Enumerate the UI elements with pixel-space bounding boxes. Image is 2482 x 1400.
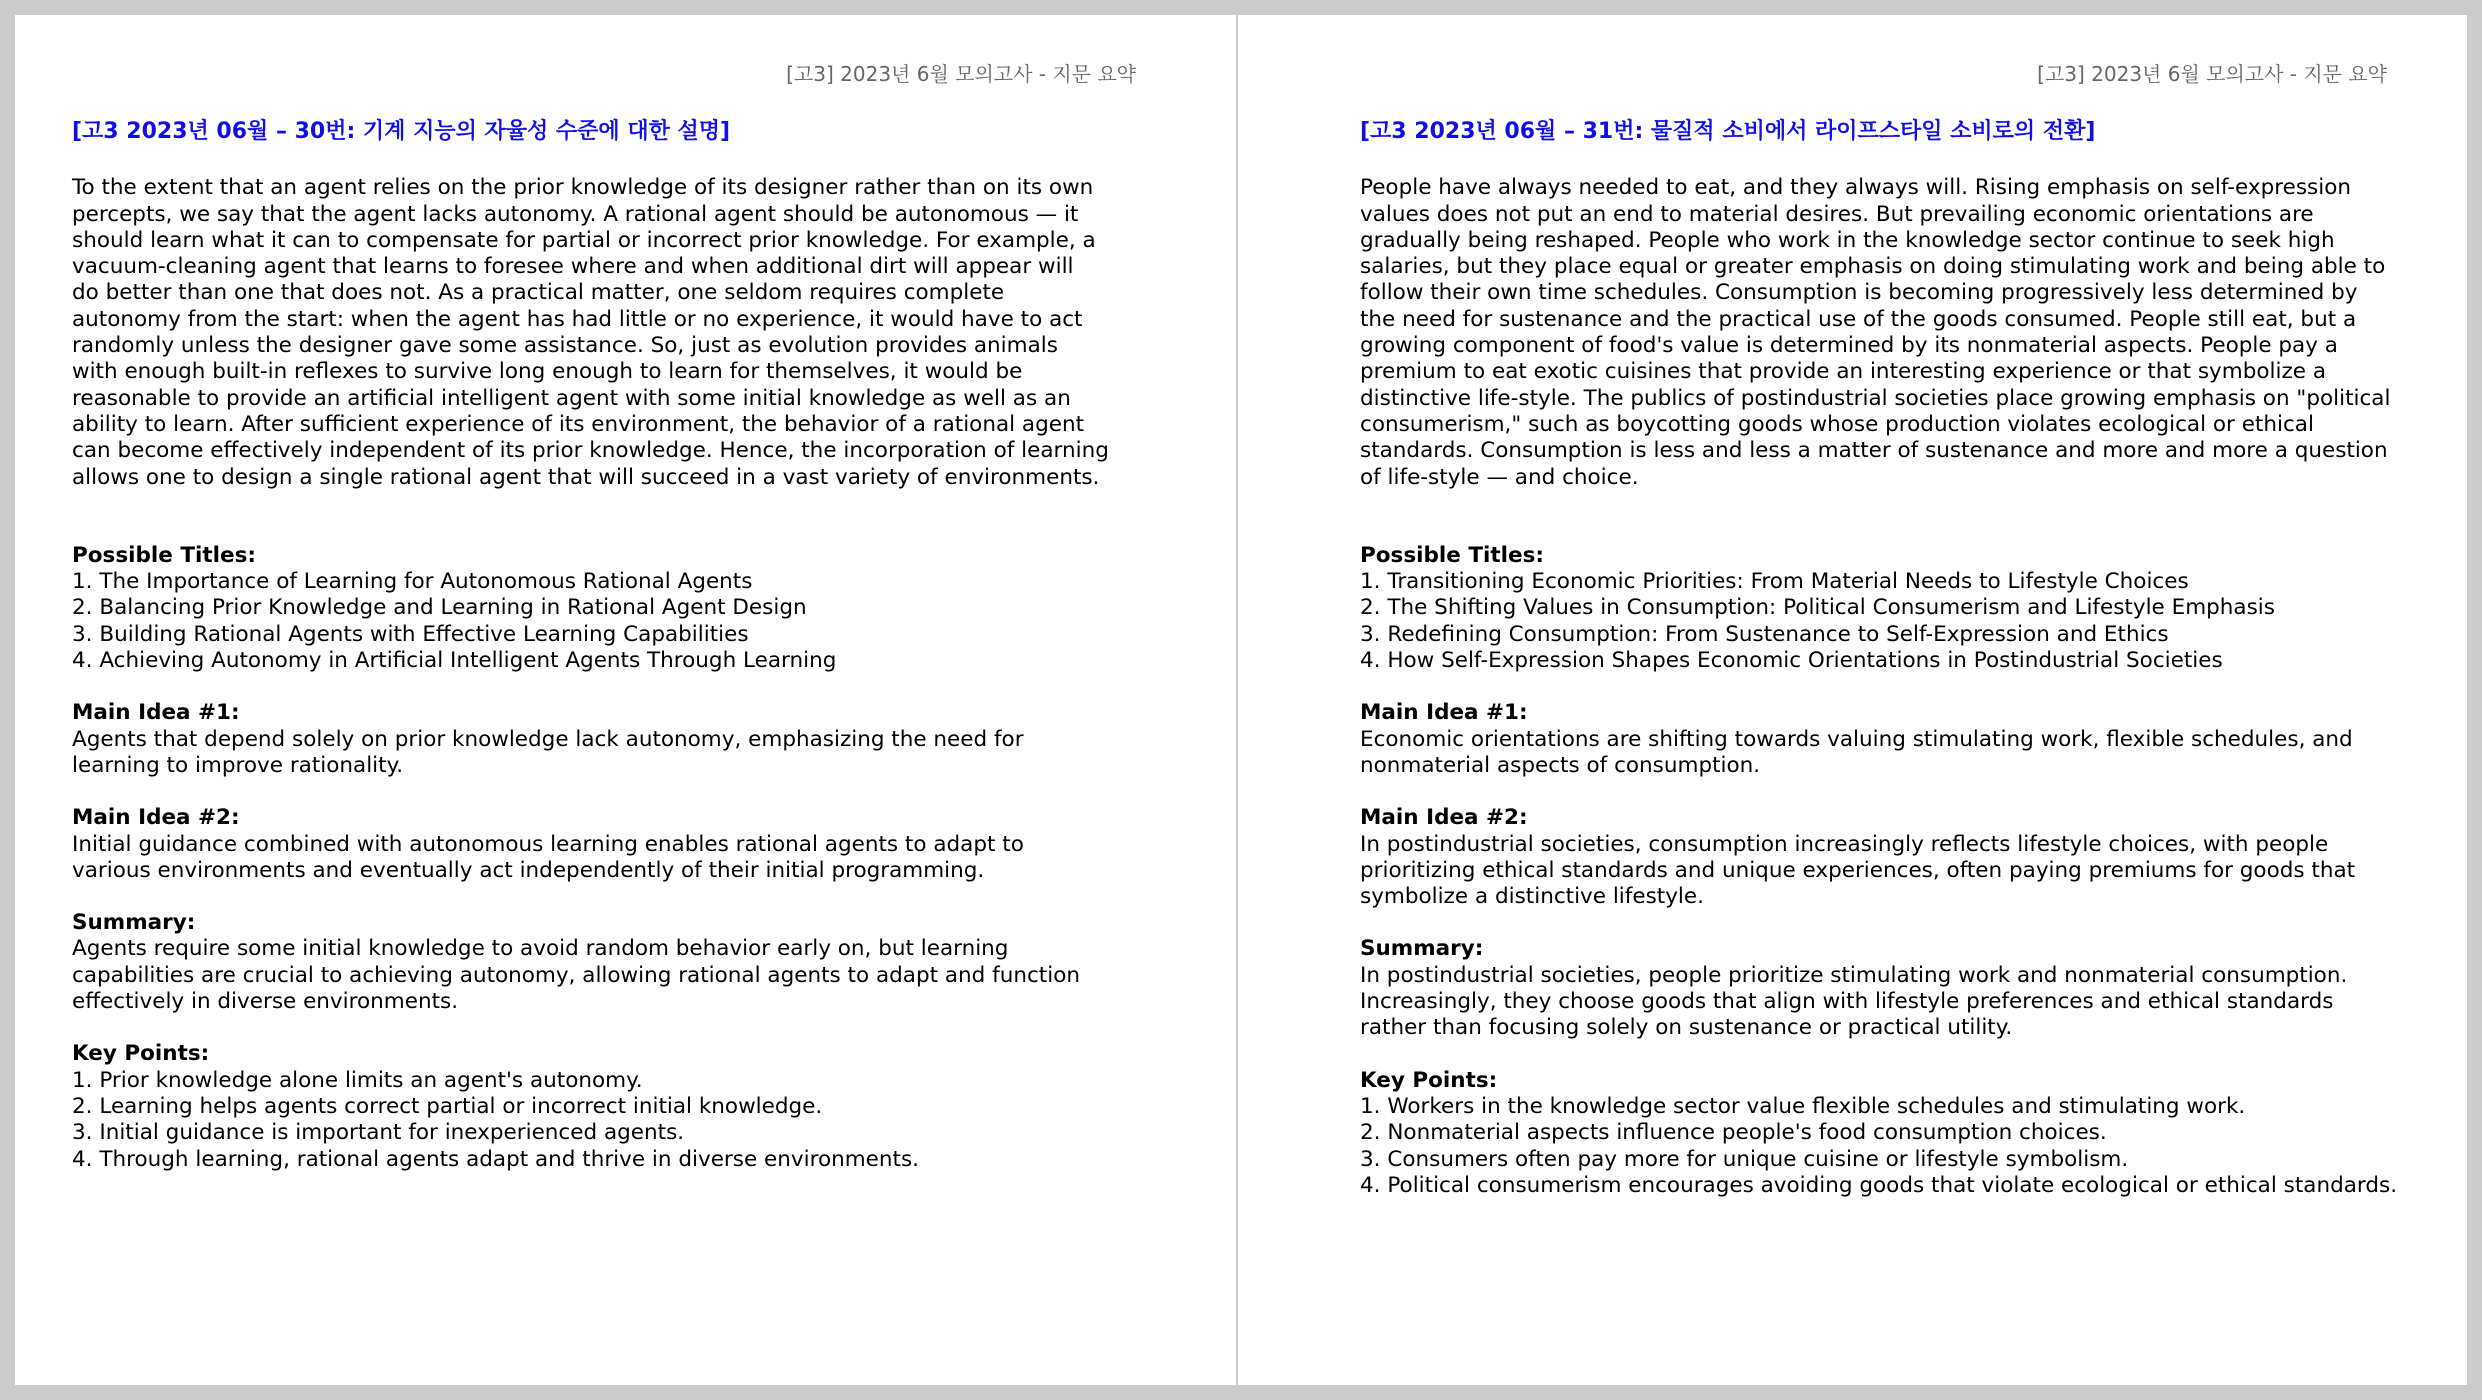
summary-text: In postindustrial societies, people prioritize stimulating work and nonmaterial consumption. Increasingly, they choose goods that align with lifestyle preferences and ethical standards rather than focusing solely on sustenance or practical utility.	[1360, 962, 2348, 1041]
possible-titles-label: Possible Titles:	[1360, 542, 1544, 568]
key-points-label: Key Points:	[72, 1041, 210, 1067]
possible-title-item: 3. Redefining Consumption: From Sustenance to Self-Expression and Ethics	[1360, 621, 2169, 647]
key-point-item: 4. Political consumerism encourages avoiding goods that violate ecological or ethical standards.	[1360, 1172, 2398, 1198]
summary-text: Agents require some initial knowledge to avoid random behavior early on, but learning capabilities are crucial to achieving autonomy, allowing rational agents to adapt and function effectively in diverse environments.	[72, 936, 1080, 1015]
main-idea-2-text: In postindustrial societies, consumption increasingly reflects lifestyle choices, with people prioritizing ethical standards and unique experiences, often paying premiums for goods that symbolize a distinctive lifestyle.	[1360, 831, 2356, 910]
document-page-left	[15, 15, 1236, 1385]
key-point-item: 3. Consumers often pay more for unique cuisine or lifestyle symbolism.	[1360, 1146, 2129, 1172]
section-title: [고3 2023년 06월 – 30번: 기계 지능의 자율성 수준에 대한 설명]	[72, 119, 731, 144]
passage-text: To the extent that an agent relies on the prior knowledge of its designer rather than on its own percepts, we say that the agent lacks autonomy. A rational agent should be autonomous — it should learn what it can to compensate for partial or incorrect prior knowledge. For example, a vacuum-cleaning agent that learns to foresee where and when additional dirt will appear will do better than one that does not. As a practical matter, one seldom requires complete autonomy from the start: when the agent has had little or no experience, it would have to act randomly unless the designer gave some assistance. So, just as evolution provides animals with enough built-in reflexes to survive long enough to learn for themselves, it would be reasonable to provide an artificial intelligent agent with some initial knowledge as well as an ability to learn. After sufficient experience of its environment, the behavior of a rational agent can become effectively independent of its prior knowledge. Hence, the incorporation of learning allows one to design a single rational agent that will succeed in a vast variety of environments.	[72, 175, 1109, 490]
possible-title-item: 2. Balancing Prior Knowledge and Learning in Rational Agent Design	[72, 595, 807, 621]
main-idea-2-label: Main Idea #2:	[72, 805, 240, 831]
possible-title-item: 3. Building Rational Agents with Effective Learning Capabilities	[72, 621, 749, 647]
key-point-item: 4. Through learning, rational agents adapt and thrive in diverse environments.	[72, 1146, 919, 1172]
key-point-item: 1. Prior knowledge alone limits an agent's autonomy.	[72, 1067, 643, 1093]
possible-title-item: 1. Transitioning Economic Priorities: From Material Needs to Lifestyle Choices	[1360, 569, 2189, 595]
possible-title-item: 1. The Importance of Learning for Autonomous Rational Agents	[72, 569, 753, 595]
main-idea-2-label: Main Idea #2:	[1360, 805, 1528, 831]
key-point-item: 2. Learning helps agents correct partial or incorrect initial knowledge.	[72, 1093, 823, 1119]
page-content	[72, 119, 1152, 1173]
key-point-item: 2. Nonmaterial aspects influence people's food consumption choices.	[1360, 1120, 2107, 1146]
running-header: [고3] 2023년 6월 모의고사 - 지문 요약	[786, 62, 1136, 86]
main-idea-1-label: Main Idea #1:	[1360, 700, 1528, 726]
document-page-right	[1238, 15, 2467, 1385]
main-idea-1-text: Agents that depend solely on prior knowledge lack autonomy, emphasizing the need for learning to improve rationality.	[72, 726, 1024, 778]
summary-label: Summary:	[1360, 936, 1484, 962]
key-point-item: 3. Initial guidance is important for inexperienced agents.	[72, 1120, 685, 1146]
possible-titles-label: Possible Titles:	[72, 542, 256, 568]
main-idea-1-label: Main Idea #1:	[72, 700, 240, 726]
main-idea-1-text: Economic orientations are shifting towards valuing stimulating work, flexible schedules, and nonmaterial aspects of consumption.	[1360, 726, 2353, 778]
possible-title-item: 2. The Shifting Values in Consumption: Political Consumerism and Lifestyle Emphasis	[1360, 595, 2275, 621]
passage-text: People have always needed to eat, and they always will. Rising emphasis on self-expression values does not put an end to material desires. But prevailing economic orientations are gradually being reshaped. People who work in the knowledge sector continue to seek high salaries, but they place equal or greater emphasis on doing stimulating work and being able to follow their own time schedules. Consumption is becoming progressively less determined by the need for sustenance and the practical use of the goods consumed. People still eat, but a growing component of food's value is determined by its nonmaterial aspects. People pay a premium to eat exotic cuisines that provide an interesting experience or that symbolize a distinctive life-style. The publics of postindustrial societies place growing emphasis on "political consumerism," such as boycotting goods whose production violates ecological or ethical standards. Consumption is less and less a matter of sustenance and more and more a question of life-style — and choice.	[1360, 175, 2391, 490]
possible-title-item: 4. Achieving Autonomy in Artificial Intelligent Agents Through Learning	[72, 648, 837, 674]
page-content	[1360, 119, 2440, 1199]
key-points-label: Key Points:	[1360, 1067, 1498, 1093]
section-title: [고3 2023년 06월 – 31번: 물질적 소비에서 라이프스타일 소비로의 전환]	[1360, 119, 2096, 144]
main-idea-2-text: Initial guidance combined with autonomous learning enables rational agents to adapt to various environments and eventually act independently of their initial programming.	[72, 831, 1024, 883]
possible-title-item: 4. How Self-Expression Shapes Economic Orientations in Postindustrial Societies	[1360, 648, 2223, 674]
summary-label: Summary:	[72, 910, 196, 936]
key-point-item: 1. Workers in the knowledge sector value flexible schedules and stimulating work.	[1360, 1093, 2246, 1119]
running-header: [고3] 2023년 6월 모의고사 - 지문 요약	[2037, 62, 2387, 86]
